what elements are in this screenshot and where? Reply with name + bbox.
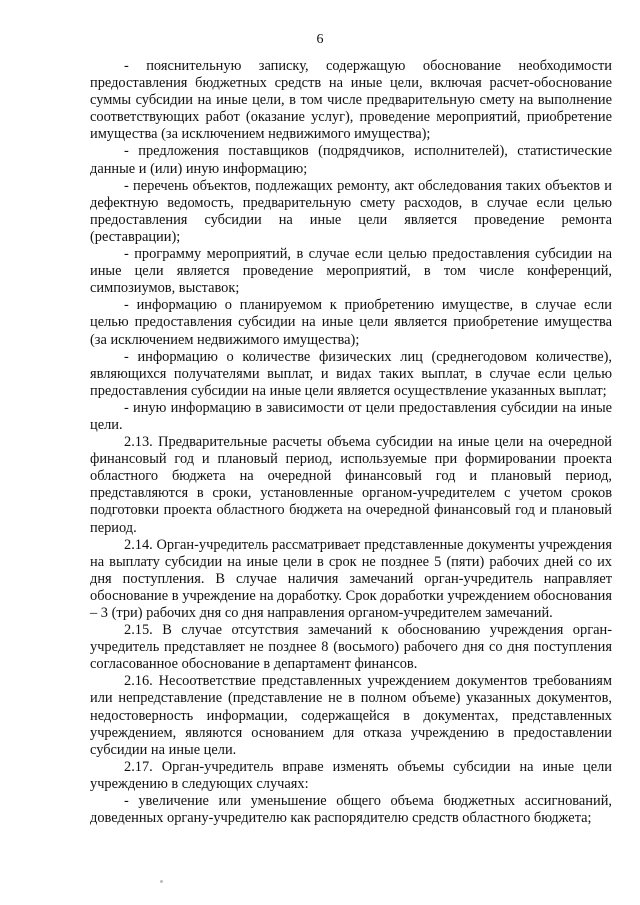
- paragraph-2-14: 2.14. Орган-учредитель рассматривает представленные документы учреждения на выплату субсидии на иные цели в срок не позднее 5 (пяти) рабочих дней со их дня поступления. В случае наличия замечаний орган-учредитель направляет обоснование в учреждение на доработку. Срок доработки учреждением обоснования – 3 (три) рабочих дня со дня направления органом-учредителем замечаний.: [90, 536, 612, 621]
- paragraph-other-info: - иную информацию в зависимости от цели предоставления субсидии на иные цели.: [90, 399, 612, 433]
- paragraph-explanatory-note: - пояснительную записку, содержащую обоснование необходимости предоставления бюджетных средств на иные цели, включая расчет-обоснование суммы субсидии на иные цели, в том числе предварительную смету на выполнение соответствующих работ (оказание услуг), проведение мероприятий, приобретение имущества (за исключением недвижимого имущества);: [90, 58, 612, 143]
- paragraph-individuals-info: - информацию о количестве физических лиц (среднегодовом количестве), являющихся получателями выплат, и видах таких выплат, в случае если целью предоставления субсидии на иные цели является осуществление указанных выплат;: [90, 348, 612, 399]
- document-body: [90, 58, 612, 827]
- paragraph-2-16: 2.16. Несоответствие представленных учреждением документов требованиям или непредставление (представление не в полном объеме) указанных документов, недостоверность информации, содержащейся в документах, представленных учреждением, являются основанием для отказа учреждению в предоставлении субсидии на иные цели.: [90, 673, 612, 758]
- paragraph-2-17: 2.17. Орган-учредитель вправе изменять объемы субсидии на иные цели учреждению в следующих случаях:: [90, 758, 612, 792]
- paragraph-budget-change: - увеличение или уменьшение общего объема бюджетных ассигнований, доведенных органу-учредителю как распорядителю средств областного бюджета;: [90, 793, 612, 827]
- paragraph-supplier-proposals: - предложения поставщиков (подрядчиков, исполнителей), статистические данные и (или) иную информацию;: [90, 143, 612, 177]
- scan-speck: [160, 880, 163, 883]
- page-number: 6: [316, 32, 324, 47]
- paragraph-event-program: - программу мероприятий, в случае если целью предоставления субсидии на иные цели является проведение мероприятий, в том числе конференций, симпозиумов, выставок;: [90, 246, 612, 297]
- paragraph-2-13: 2.13. Предварительные расчеты объема субсидии на иные цели на очередной финансовый год и плановый период, используемые при формировании проекта областного бюджета на очередной финансовый год и плановый период, представляются в сроки, установленные органом-учредителем с учетом сроков подготовки проекта областного бюджета на очередной финансовый год и плановый период.: [90, 434, 612, 536]
- paragraph-property-info: - информацию о планируемом к приобретению имуществе, в случае если целью предоставления субсидии на иные цели является приобретение имущества (за исключением недвижимого имущества);: [90, 297, 612, 348]
- paragraph-2-15: 2.15. В случае отсутствия замечаний к обоснованию учреждения орган-учредитель представляет не позднее 8 (восьмого) рабочего дня со дня поступления согласованное обоснование в департамент финансов.: [90, 622, 612, 673]
- paragraph-repair-objects: - перечень объектов, подлежащих ремонту, акт обследования таких объектов и дефектную ведомость, предварительную смету расходов, в случае если целью предоставления субсидии на иные цели является проведение ремонта (реставрации);: [90, 177, 612, 245]
